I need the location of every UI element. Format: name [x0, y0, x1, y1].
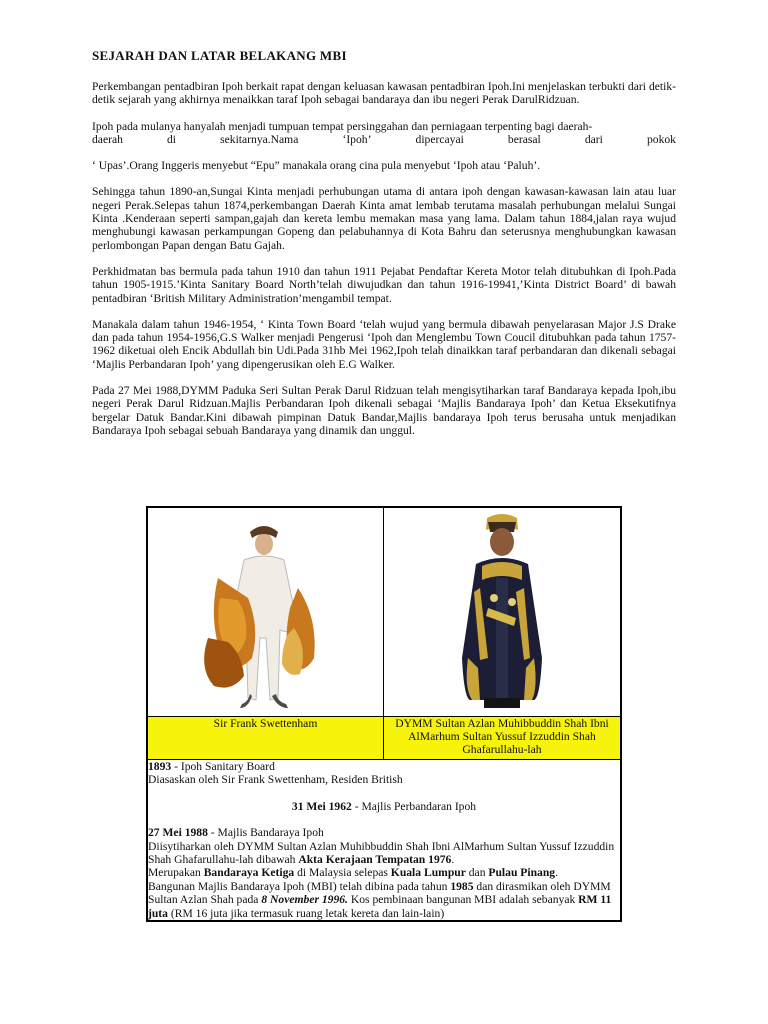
- paragraph-2: Ipoh pada mulanya hanyalah menjadi tumpuan tempat persinggahan dan perniagaan terpenting bagi daerah-: [92, 119, 593, 133]
- word: berasal: [507, 132, 541, 146]
- word: sekitarnya.Nama: [220, 132, 299, 146]
- word: dipercayai: [415, 132, 464, 146]
- text: Kos pembinaan bangunan MBI adalah sebanyak: [347, 893, 579, 907]
- word: ‘Ipoh’: [342, 132, 372, 146]
- text: dan: [465, 866, 489, 880]
- paragraph-4: Sehingga tahun 1890-an,Sungai Kinta menjadi perhubungan utama di antara ipoh dengan kawasan-kawasan lain atau luar negeri Perak.Selepas tahun 1874,perkembangan Daerah Kinta amat lembab terutama masalah perhubungan melalui Sungai Kinta .Kenderaan seperti sampan,gajah dan kereta lembu memakan masa yang lama. Dalam tahun 1884,jalan raya wujud menghubungi kawasan perkampungan Gopeng dan pelabuhannya di Kota Bahru dan seterusnya menghubungkan kawasan perlombongan Papan dengan Batu Gajah.: [92, 185, 676, 252]
- caption-sultan: DYMM Sultan Azlan Muhibbuddin Shah Ibni AlMarhum Sultan Yussuf Izzuddin Shah Ghafarullahu-lah: [384, 717, 622, 760]
- paragraph-5: Perkhidmatan bas bermula pada tahun 1910 dan tahun 1911 Pejabat Pendaftar Kereta Motor telah ditubuhkan di Ipoh.Pada tahun 1905-1915.’Kinta Sanitary Board North’telah diwujudkan dan tahun 1916-19941,’Kinta District Board’ di bawah pentadbiran ‘British Military Administration’mengambil tempat.: [92, 264, 676, 305]
- date: 8 November 1996.: [261, 893, 348, 907]
- event-1962: - Majlis Perbandaran Ipoh: [351, 799, 477, 813]
- rank: Bandaraya Ketiga: [203, 866, 295, 880]
- paragraph-3: ‘ Upas’.Orang Inggeris menyebut “Epu” manakala orang cina pula menyebut ‘Ipoh atau ‘Paluh’.: [92, 159, 541, 173]
- timeline-1893: [148, 760, 620, 773]
- city: Kuala Lumpur: [390, 866, 466, 880]
- portrait-sultan: [384, 507, 622, 717]
- date-1962: 31 Mei 1962: [291, 799, 352, 813]
- cost: RM 11 juta: [148, 893, 612, 920]
- document-body: [92, 48, 676, 450]
- history-table: [146, 506, 622, 922]
- text: (RM 16 juta jika termasuk ruang letak kereta dan lain-lain): [167, 906, 445, 920]
- timeline-1962: [148, 800, 620, 813]
- event-1893: - Ipoh Sanitary Board: [171, 760, 275, 773]
- year-1893: 1893: [148, 760, 172, 773]
- text: Bangunan Majlis Bandaraya Ipoh (MBI) telah dibina pada tahun: [148, 879, 451, 893]
- paragraph-7: Pada 27 Mei 1988,DYMM Paduka Seri Sultan Perak Darul Ridzuan telah mengisytiharkan taraf Bandaraya kepada Ipoh,ibu negeri Perak Darul Ridzuan.Majlis Perbandaran Ipoh dikenali sebagai ‘Majlis Bandaraya Ipoh’ dan Ketua Eksekutifnya bergelar Datuk Bandar.Kini dibawah pimpinan Datuk Bandar,Majlis bandaraya Ipoh terus berusaha untuk menjadikan Bandaraya Ipoh sebagai sebuah Bandaraya yang dinamik dan unggul.: [92, 384, 676, 437]
- portrait-sultan-image: [384, 508, 620, 716]
- timeline-1988-declaration: [148, 840, 620, 867]
- caption-swettenham: Sir Frank Swettenham: [147, 717, 384, 760]
- text: .: [451, 853, 455, 867]
- portrait-swettenham-image: [148, 508, 380, 716]
- text: dan dirasmikan oleh DYMM Sultan Azlan Shah pada: [148, 879, 611, 907]
- word: di: [167, 132, 177, 146]
- year: 1985: [450, 879, 474, 893]
- portrait-swettenham: [147, 507, 384, 717]
- word: dari: [584, 132, 603, 146]
- paragraph-6: Manakala dalam tahun 1946-1954, ‘ Kinta Town Board ‘telah wujud yang bermula dibawah penyelarasan Major J.S Drake dan pada tahun 1954-1956,G.S Walker menjadi Pengerusi ‘Ipoh dan Menglembu Town Coucil ditubuhkan pada tahun 1757-1962 diketuai oleh Encik Abdullah bin Udi.Pada 31hb Mei 1962,Ipoh telah dinaikkan taraf perbandaran dan dikenali sebagai ‘Majlis Perbandaran Ipoh’ yang dipengerusikan oleh E.G Walker.: [92, 317, 676, 371]
- timeline-1988-rank: [148, 866, 620, 879]
- text: Diisytiharkan oleh DYMM Sultan Azlan Muhibbuddin Shah Ibni AlMarhum Sultan Yussuf Izzuddin Shah Ghafarullahu-lah dibawah: [148, 839, 615, 867]
- timeline-1988: [148, 826, 620, 839]
- paragraph-2-justified-line: [92, 133, 676, 146]
- event-1988: - Majlis Bandaraya Ipoh: [207, 826, 324, 840]
- text: di Malaysia selepas: [294, 866, 391, 880]
- timeline-building: [148, 880, 620, 920]
- date-1988: 27 Mei 1988: [148, 826, 208, 840]
- timeline-1893-detail: Diasaskan oleh Sir Frank Swettenham, Residen British: [148, 773, 403, 787]
- word: pokok: [646, 132, 676, 146]
- text: Merupakan: [148, 866, 204, 880]
- text: .: [555, 866, 558, 880]
- act-name: Akta Kerajaan Tempatan 1976: [298, 853, 452, 867]
- paragraph-1: Perkembangan pentadbiran Ipoh berkait rapat dengan keluasan kawasan pentadbiran Ipoh.Ini menjelaskan terbukti dari detik-detik sejarah yang akhirnya menaikkan taraf Ipoh sebagai bandaraya dan ibu negeri Perak DarulRidzuan.: [92, 80, 676, 107]
- city: Pulau Pinang: [488, 866, 556, 880]
- word: daerah: [92, 132, 123, 146]
- timeline-cell: [147, 760, 621, 922]
- page-title: SEJARAH DAN LATAR BELAKANG MBI: [92, 48, 347, 63]
